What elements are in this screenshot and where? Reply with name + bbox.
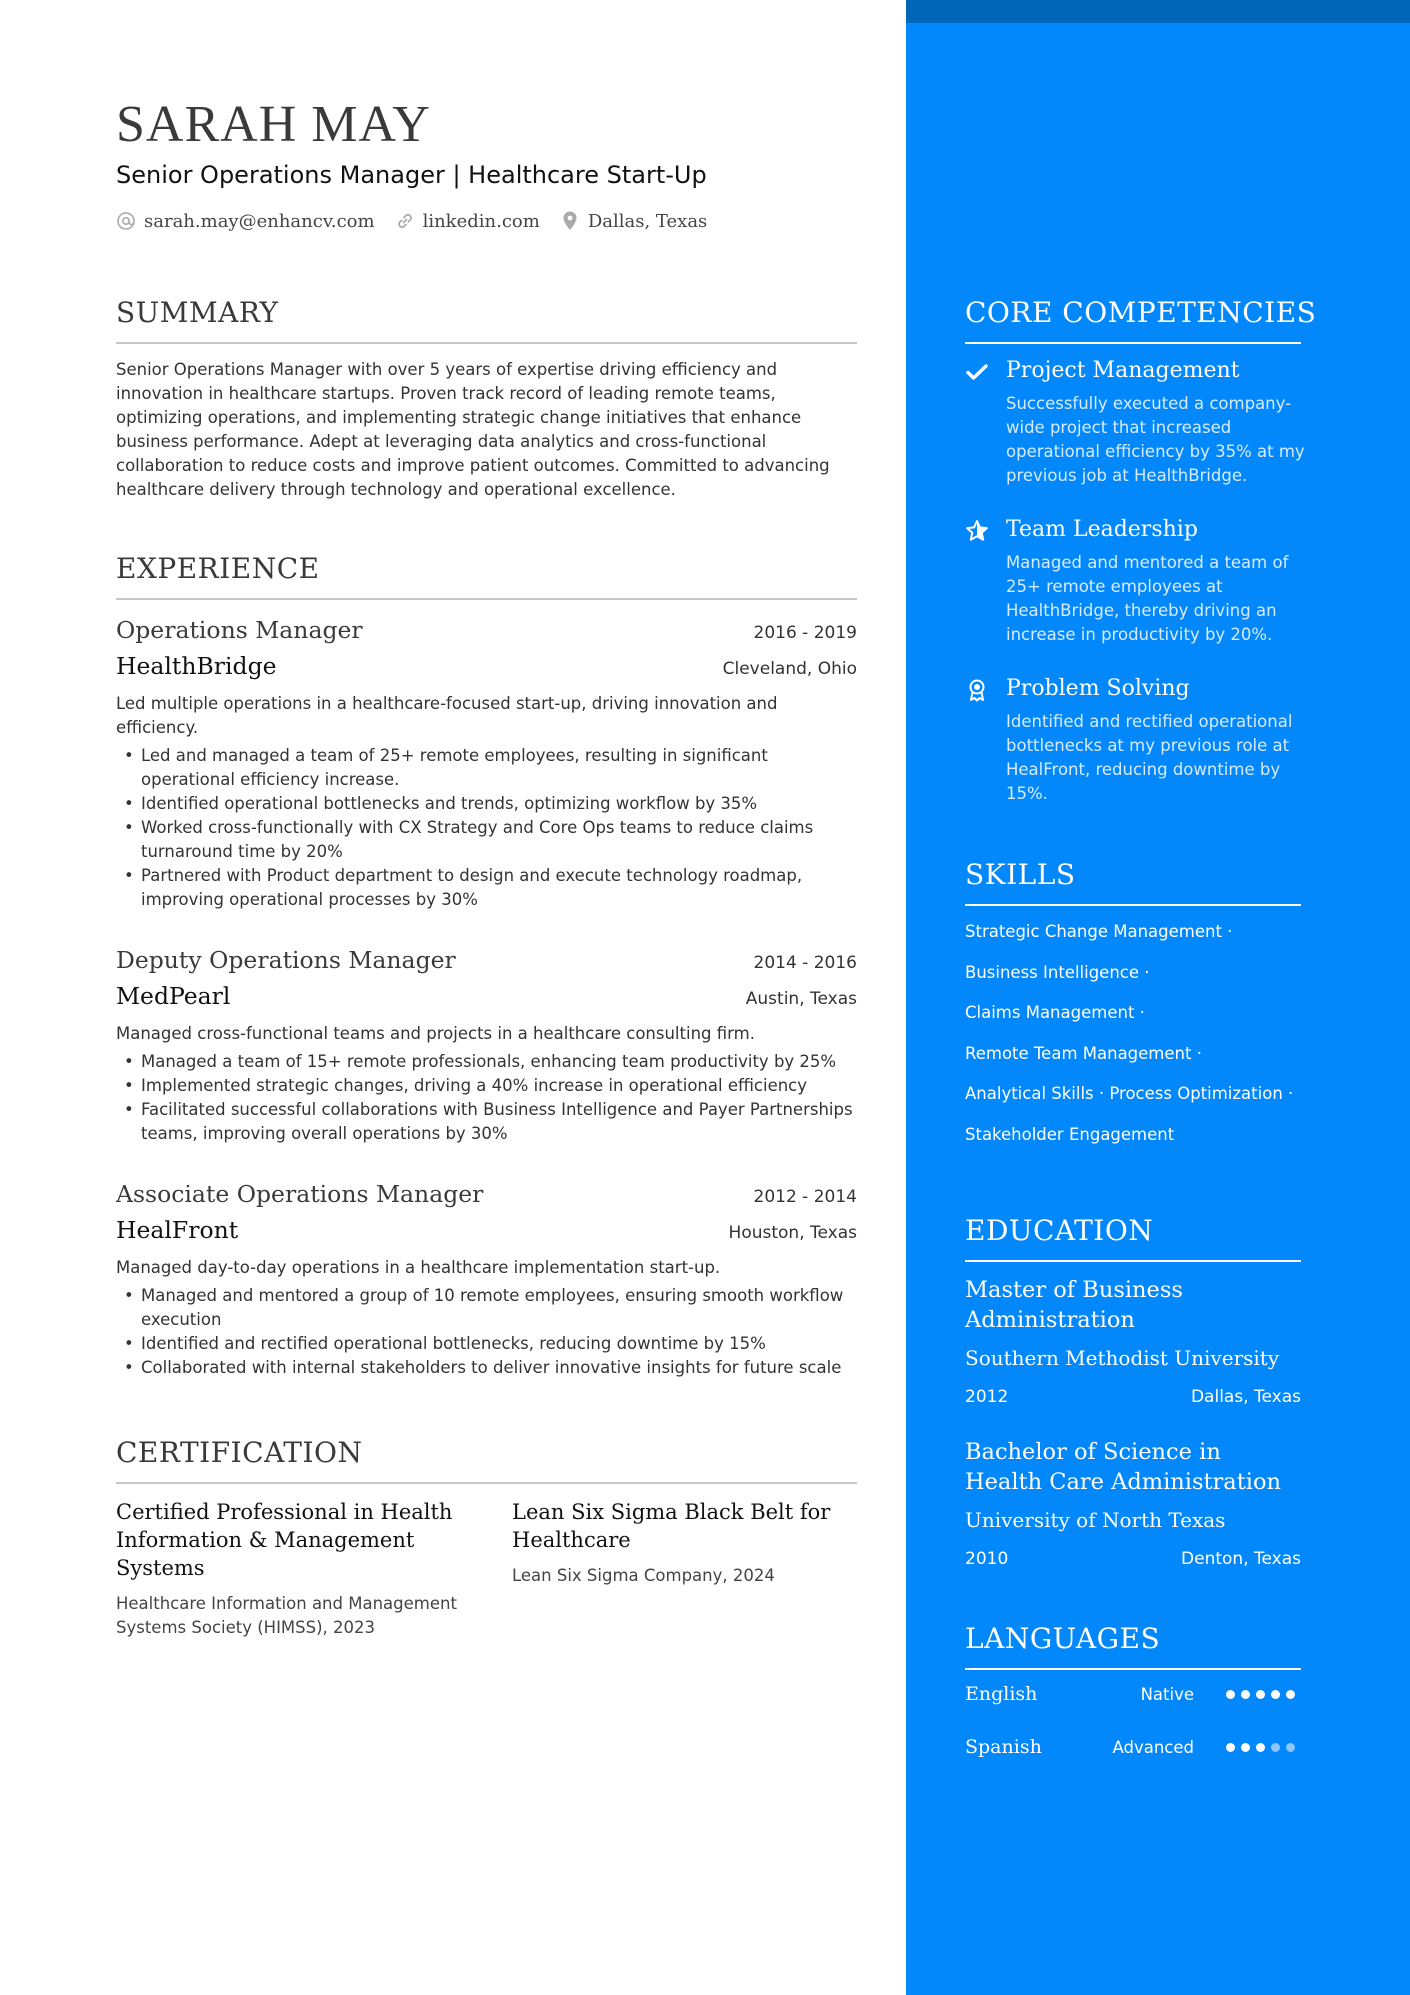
job-bullets	[116, 1284, 857, 1380]
languages-heading: LANGUAGES	[965, 1620, 1301, 1670]
rating-dot-filled	[1226, 1743, 1235, 1752]
job-location: Austin, Texas	[745, 989, 857, 1009]
certification-title: Certified Professional in Health Information & Management Systems	[116, 1500, 453, 1580]
candidate-title: Senior Operations Manager | Healthcare Start-Up	[116, 161, 707, 189]
education-degree: Master of Business Administration	[965, 1277, 1183, 1333]
summary-heading: SUMMARY	[116, 294, 857, 344]
job-entry	[116, 1176, 857, 1380]
award-icon	[965, 678, 989, 702]
contact-email[interactable]	[116, 211, 375, 232]
contact-linkedin[interactable]	[395, 211, 540, 232]
education-section	[965, 1212, 1301, 1262]
competency-text: Identified and rectified operational bottlenecks at my previous role at HealFront, reducing downtime by 15%.	[1006, 712, 1293, 803]
skills-heading: SKILLS	[965, 856, 1301, 906]
language-name: English	[965, 1683, 1038, 1705]
language-item	[965, 1736, 1301, 1758]
bullet-item: • Led and managed a team of 25+ remote employees, resulting in significant operational efficiency increase.	[116, 744, 857, 792]
job-company: HealthBridge	[116, 652, 277, 680]
rating-dot-filled	[1256, 1743, 1265, 1752]
job-dates: 2012 - 2014	[753, 1187, 857, 1207]
education-school: Southern Methodist University	[965, 1346, 1280, 1370]
certification-item	[512, 1498, 862, 1588]
star-icon	[965, 519, 989, 543]
job-title: Associate Operations Manager	[116, 1180, 484, 1208]
certification-title: Lean Six Sigma Black Belt for Healthcare	[512, 1500, 831, 1552]
job-description: Led multiple operations in a healthcare-focused start-up, driving innovation and efficiency.	[116, 694, 778, 737]
experience-heading: EXPERIENCE	[116, 550, 857, 600]
job-location: Houston, Texas	[728, 1223, 857, 1243]
rating-dot-filled	[1286, 1690, 1295, 1699]
job-company: HealFront	[116, 1216, 239, 1244]
job-title: Deputy Operations Manager	[116, 946, 456, 974]
education-degree: Bachelor of Science in Health Care Administration	[965, 1439, 1281, 1495]
competencies-section	[965, 294, 1317, 344]
summary-text: Senior Operations Manager with over 5 years of expertise driving efficiency and innovation in healthcare startups. Proven track record of leading remote teams, optimizing operations, and implementing strategic change initiatives that enhance business performance. Adept at leveraging data analytics and cross-functional collaboration to reduce costs and improve patient outcomes. Committed to advancing healthcare delivery through technology and operational excellence.	[116, 360, 830, 499]
job-company: MedPearl	[116, 982, 231, 1010]
job-bullets	[116, 1050, 857, 1146]
linkedin-text: linkedin.com	[422, 210, 540, 232]
competency-item	[965, 515, 1301, 655]
bullet-item: • Managed and mentored a group of 10 remote employees, ensuring smooth workflow execution	[116, 1284, 857, 1332]
job-location: Cleveland, Ohio	[722, 659, 857, 679]
skill-tag: Claims Management ·	[965, 1003, 1145, 1022]
job-bullets	[116, 744, 857, 912]
bullet-item: • Identified and rectified operational bottlenecks, reducing downtime by 15%	[116, 1332, 857, 1356]
sidebar	[906, 0, 1410, 1995]
rating-dot-empty	[1271, 1743, 1280, 1752]
rating-dot-filled	[1241, 1690, 1250, 1699]
bullet-item: • Implemented strategic changes, driving a 40% increase in operational efficiency	[116, 1074, 857, 1098]
language-name: Spanish	[965, 1736, 1042, 1758]
bullet-item: • Identified operational bottlenecks and trends, optimizing workflow by 35%	[116, 792, 857, 816]
language-rating	[1226, 1743, 1301, 1752]
job-entry	[116, 612, 857, 912]
skill-tag: Analytical Skills · Process Optimization ·	[965, 1084, 1294, 1103]
competency-item	[965, 356, 1305, 496]
skill-tag: Strategic Change Management ·	[965, 922, 1233, 941]
bullet-item: • Managed a team of 15+ remote professionals, enhancing team productivity by 25%	[116, 1050, 857, 1074]
candidate-name: SARAH MAY	[116, 96, 431, 153]
sidebar-top-band	[906, 0, 1410, 23]
competency-item	[965, 674, 1301, 814]
competency-text: Successfully executed a company-wide project that increased operational efficiency by 35% at my previous job at HealthBridge.	[1006, 394, 1305, 485]
skill-tag: Remote Team Management ·	[965, 1044, 1202, 1063]
job-description: Managed day-to-day operations in a healthcare implementation start-up.	[116, 1258, 721, 1277]
education-location: Dallas, Texas	[1190, 1387, 1301, 1407]
certification-item	[116, 1498, 466, 1640]
rating-dot-empty	[1286, 1743, 1295, 1752]
rating-dot-filled	[1256, 1690, 1265, 1699]
email-text: sarah.may@enhancv.com	[144, 210, 375, 232]
competencies-heading: CORE COMPETENCIES	[965, 294, 1301, 344]
job-description: Managed cross-functional teams and projects in a healthcare consulting firm.	[116, 1024, 755, 1043]
certification-issuer: Healthcare Information and Management Systems Society (HIMSS), 2023	[116, 1594, 457, 1637]
education-school: University of North Texas	[965, 1508, 1226, 1532]
language-item	[965, 1683, 1301, 1705]
rating-dot-filled	[1271, 1690, 1280, 1699]
job-entry	[116, 942, 857, 1146]
education-item	[965, 1437, 1301, 1573]
job-dates: 2016 - 2019	[753, 623, 857, 643]
skill-tag: Business Intelligence ·	[965, 963, 1150, 982]
competency-text: Managed and mentored a team of 25+ remote employees at HealthBridge, thereby driving an increase in productivity by 20%.	[1006, 553, 1289, 644]
checkmark-icon	[965, 360, 989, 384]
bullet-item: • Worked cross-functionally with CX Strategy and Core Ops teams to reduce claims turnaround time by 20%	[116, 816, 857, 864]
contact-row	[116, 206, 727, 236]
skill-tag: Stakeholder Engagement	[965, 1125, 1175, 1144]
competency-title: Problem Solving	[1006, 676, 1190, 701]
skills-section	[965, 856, 1301, 906]
education-year: 2012	[965, 1387, 1009, 1407]
bullet-item: • Collaborated with internal stakeholders to deliver innovative insights for future scale	[116, 1356, 857, 1380]
at-icon	[116, 211, 136, 231]
experience-section	[116, 550, 857, 600]
certification-section	[116, 1434, 857, 1484]
job-dates: 2014 - 2016	[753, 953, 857, 973]
location-text: Dallas, Texas	[587, 210, 708, 232]
competency-title: Team Leadership	[1006, 517, 1198, 542]
bullet-item: • Facilitated successful collaborations with Business Intelligence and Payer Partnerships teams, improving overall operations by 30%	[116, 1098, 857, 1146]
language-rating	[1226, 1690, 1301, 1699]
language-level: Advanced	[1112, 1737, 1194, 1757]
contact-location	[560, 210, 707, 232]
job-title: Operations Manager	[116, 616, 363, 644]
location-pin-icon	[560, 210, 580, 232]
education-year: 2010	[965, 1549, 1009, 1569]
languages-section	[965, 1620, 1301, 1670]
summary-section	[116, 294, 857, 502]
rating-dot-filled	[1226, 1690, 1235, 1699]
education-location: Denton, Texas	[1181, 1549, 1301, 1569]
rating-dot-filled	[1241, 1743, 1250, 1752]
language-level: Native	[1140, 1684, 1194, 1704]
education-heading: EDUCATION	[965, 1212, 1301, 1262]
link-icon	[395, 211, 415, 231]
certification-issuer: Lean Six Sigma Company, 2024	[512, 1566, 775, 1585]
education-item	[965, 1275, 1301, 1411]
competency-title: Project Management	[1006, 358, 1240, 383]
bullet-item: • Partnered with Product department to design and execute technology roadmap, improving operational processes by 30%	[116, 864, 857, 912]
certification-heading: CERTIFICATION	[116, 1434, 857, 1484]
